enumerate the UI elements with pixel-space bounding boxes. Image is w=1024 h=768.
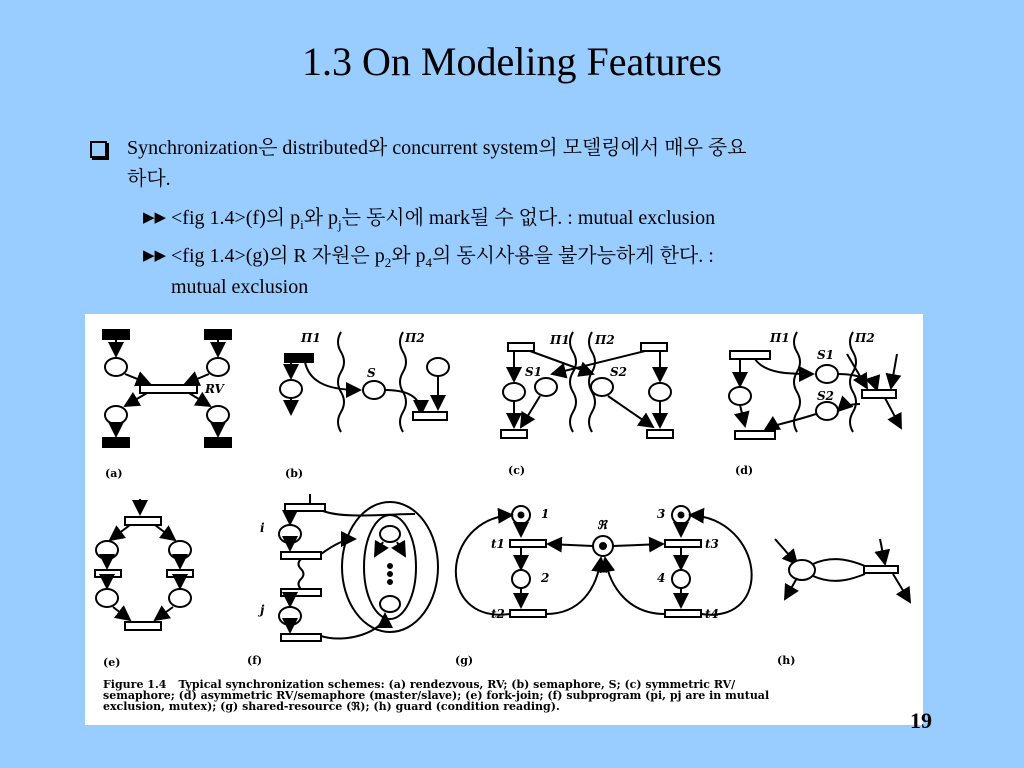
label-s2-c: S2 [610, 365, 628, 379]
sub-bullet-g-sub-2: 2 [384, 255, 392, 270]
label-t4: t4 [705, 607, 719, 621]
panel-h [775, 539, 910, 602]
sub-bullet-g-line2: mutual exclusion [171, 276, 309, 298]
panel-label-d: (d) [735, 464, 754, 477]
label-s2-d: S2 [817, 389, 835, 403]
slide-title: 1.3 On Modeling Features [302, 39, 722, 84]
double-arrow-bullet-icon: ▶▶ [143, 248, 167, 264]
panel-label-a: (a) [105, 467, 123, 480]
label-j: j [260, 603, 265, 617]
figure-caption-line2: semaphore; (d) asymmetric RV/semaphore (master/slave); (e) fork-join; (f) subprogram (pi, pj are in mutual [103, 689, 770, 702]
label-pi1-d: Π1 [770, 331, 790, 345]
sub-bullet-f-sub-i: i [300, 217, 304, 232]
figure-1-4 [85, 314, 923, 725]
label-t2: t2 [491, 607, 505, 621]
panel-b [280, 332, 449, 432]
label-t1: t1 [491, 537, 505, 551]
caption-text-1: Typical synchronization schemes: (a) rendezvous, RV; (b) semaphore, S; (c) symmetric RV/ [178, 678, 736, 691]
label-pi2-b: Π2 [405, 331, 425, 345]
double-arrow-bullet-icon: ▶▶ [143, 210, 167, 226]
main-bullet-line1: Synchronization은 distributed와 concurrent system의 모델링에서 매우 중요 [127, 137, 747, 159]
sub-bullet-f-text3: 는 동시에 mark될 수 없다. : mutual exclusion [341, 207, 716, 229]
label-3: 3 [657, 507, 666, 521]
panel-label-f: (f) [247, 654, 263, 667]
panel-label-c: (c) [508, 464, 526, 477]
label-pi1-c: Π1 [550, 333, 570, 347]
panel-d [729, 332, 901, 439]
sub-bullet-g-sub-4: 4 [425, 255, 433, 270]
panel-label-h: (h) [777, 654, 796, 667]
checkbox-bullet-icon [90, 141, 107, 158]
sub-bullet-g-text2: 와 p [391, 245, 426, 267]
label-s: S [367, 366, 376, 380]
sub-bullet-g-text3: 의 동시사용을 불가능하게 한다. : [432, 245, 714, 267]
label-pi2-d: Π2 [855, 331, 875, 345]
panel-label-e: (e) [103, 656, 121, 669]
label-resource: ℜ [597, 518, 607, 532]
label-1: 1 [541, 507, 550, 521]
sub-bullet-f-text: <fig 1.4>(f)의 p [171, 207, 301, 229]
label-s1-d: S1 [817, 348, 835, 362]
label-i: i [260, 521, 265, 535]
label-4: 4 [657, 571, 666, 585]
main-bullet-text [127, 133, 947, 195]
sub-bullet-f-text2: 와 p [303, 207, 339, 229]
label-rv: RV [205, 382, 224, 396]
panel-label-g: (g) [455, 654, 474, 667]
panel-e [95, 499, 193, 630]
label-pi1-b: Π1 [301, 331, 321, 345]
page-number: 19 [910, 708, 932, 733]
label-s1-c: S1 [525, 365, 543, 379]
label-pi2-c: Π2 [595, 333, 615, 347]
figure-caption-line3: exclusion, mutex); (g) shared-resource (ℜ); (h) guard (condition reading). [103, 700, 560, 713]
petri-net-diagram [85, 314, 923, 725]
panel-label-b: (b) [285, 467, 304, 480]
sub-bullet-g-text: <fig 1.4>(g)의 R 자원은 p [171, 245, 385, 267]
main-bullet-line2: 하다. [127, 168, 171, 190]
caption-label: Figure 1.4 [103, 678, 167, 691]
panel-c [501, 332, 673, 438]
label-2: 2 [541, 571, 550, 585]
label-t3: t3 [705, 537, 719, 551]
sub-bullet-f-sub-j: j [338, 217, 342, 232]
panel-f [279, 494, 438, 641]
